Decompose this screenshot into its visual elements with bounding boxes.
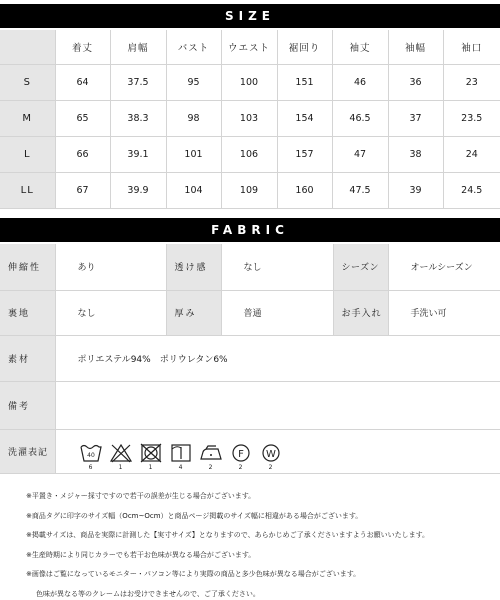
- size-cell: 104: [166, 172, 221, 208]
- size-label: M: [0, 100, 55, 136]
- care-symbol-num: 1: [148, 464, 153, 471]
- size-section-title: SIZE: [0, 4, 500, 28]
- fabric-row: [0, 381, 500, 429]
- size-label: LL: [0, 172, 55, 208]
- note-line: ※掲載サイズは、商品を実際に計測した【実寸サイズ】となりますので、あらかじめご了承くださいますようお願いいたします。: [26, 531, 430, 539]
- size-cell: 65: [55, 100, 110, 136]
- column-header: 着丈: [55, 30, 110, 64]
- fabric-section-title: FABRIC: [0, 218, 500, 242]
- care-symbol-num: 6: [88, 464, 93, 471]
- care-symbols-cell: [55, 429, 500, 473]
- care-value: 手洗い可: [388, 290, 500, 335]
- lining-value: なし: [55, 290, 166, 335]
- size-cell: 38: [388, 136, 443, 172]
- size-cell: 23: [443, 64, 500, 100]
- care-symbol-num: 2: [268, 464, 273, 471]
- season-label: シーズン: [333, 244, 388, 290]
- size-cell: 23.5: [443, 100, 500, 136]
- size-cell: 39.9: [110, 172, 166, 208]
- iron-low-icon: [198, 443, 224, 463]
- size-cell: 157: [277, 136, 332, 172]
- wet-clean-w-icon: [259, 443, 283, 463]
- no-bleach-icon: [109, 443, 133, 463]
- size-cell: 37: [388, 100, 443, 136]
- care-symbol-num: 4: [178, 464, 183, 471]
- care-symbol: [198, 443, 224, 471]
- material-label: 素材: [0, 335, 55, 381]
- size-cell: 100: [221, 64, 277, 100]
- size-table: [0, 30, 500, 209]
- stretch-label: 伸縮性: [0, 244, 55, 290]
- no-tumble-dry-icon: [139, 443, 163, 463]
- size-table-corner: [0, 30, 55, 64]
- size-cell: 98: [166, 100, 221, 136]
- size-cell: 47: [332, 136, 388, 172]
- note-line: ※平置き・メジャー採寸ですので若干の誤差が生じる場合がございます。: [26, 492, 256, 500]
- size-cell: 103: [221, 100, 277, 136]
- size-cell: 37.5: [110, 64, 166, 100]
- size-cell: 151: [277, 64, 332, 100]
- care-symbol: [78, 443, 104, 471]
- column-header: 肩幅: [110, 30, 166, 64]
- notes: [0, 487, 500, 600]
- size-cell: 67: [55, 172, 110, 208]
- size-cell: 39: [388, 172, 443, 208]
- care-symbol: [168, 443, 194, 471]
- care-symbol: [258, 443, 284, 471]
- wet-clean-text: W: [265, 449, 276, 460]
- lining-label: 裏地: [0, 290, 55, 335]
- remarks-label: 備考: [0, 381, 55, 429]
- sheer-value: なし: [221, 244, 333, 290]
- note-line: ※画像はご覧になっているモニター・パソコン等により実際の商品と多少色味が異なる場合がございます。: [26, 570, 361, 578]
- material-value: ポリエステル94% ポリウレタン6%: [55, 335, 500, 381]
- care-symbol-num: 1: [118, 464, 123, 471]
- size-cell: 106: [221, 136, 277, 172]
- column-header: バスト: [166, 30, 221, 64]
- size-cell: 109: [221, 172, 277, 208]
- care-symbols: [78, 431, 500, 471]
- size-cell: 64: [55, 64, 110, 100]
- size-cell: 101: [166, 136, 221, 172]
- size-cell: 46.5: [332, 100, 388, 136]
- column-header: 袖口: [443, 30, 500, 64]
- size-cell: 46: [332, 64, 388, 100]
- column-header: ウエスト: [221, 30, 277, 64]
- dry-clean-text: F: [237, 449, 244, 460]
- note-line: ※商品タグに印字のサイズ幅（Ocm~Ocm）と商品ページ掲載のサイズ幅に相違がある場合がございます。: [26, 511, 363, 520]
- note-line: 色味が異なる等のクレームはお受けできませんので、ご了承ください。: [36, 589, 260, 598]
- size-cell: 154: [277, 100, 332, 136]
- size-label: S: [0, 64, 55, 100]
- size-row: [0, 172, 500, 208]
- stretch-value: あり: [55, 244, 166, 290]
- size-cell: 47.5: [332, 172, 388, 208]
- size-row: [0, 64, 500, 100]
- size-cell: 95: [166, 64, 221, 100]
- thickness-label: 厚み: [166, 290, 221, 335]
- size-row: [0, 136, 500, 172]
- size-label: L: [0, 136, 55, 172]
- sheer-label: 透け感: [166, 244, 221, 290]
- size-cell: 39.1: [110, 136, 166, 172]
- size-cell: 36: [388, 64, 443, 100]
- fabric-row: [0, 429, 500, 473]
- column-header: 裾回り: [277, 30, 332, 64]
- care-symbol: [138, 443, 164, 471]
- care-symbol: [108, 443, 134, 471]
- care-symbol-num: 2: [208, 464, 213, 471]
- size-cell: 160: [277, 172, 332, 208]
- care-symbols-label: 洗濯表記: [0, 429, 55, 473]
- dry-clean-f-icon: [229, 443, 253, 463]
- care-symbol: [228, 443, 254, 471]
- thickness-value: 普通: [221, 290, 333, 335]
- care-symbol-num: 2: [238, 464, 243, 471]
- column-header: 袖幅: [388, 30, 443, 64]
- fabric-row: [0, 290, 500, 335]
- size-cell: 66: [55, 136, 110, 172]
- size-cell: 24.5: [443, 172, 500, 208]
- fabric-row: [0, 335, 500, 381]
- line-dry-icon: [169, 443, 193, 463]
- size-row: [0, 100, 500, 136]
- season-value: オールシーズン: [388, 244, 500, 290]
- fabric-row: [0, 244, 500, 290]
- wash-tub-40-icon: [79, 443, 103, 463]
- size-header-row: [0, 30, 500, 64]
- wash-temp-text: 40: [86, 452, 95, 459]
- remarks-value: [55, 381, 500, 429]
- size-cell: 38.3: [110, 100, 166, 136]
- column-header: 袖丈: [332, 30, 388, 64]
- fabric-table: [0, 244, 500, 474]
- care-label: お手入れ: [333, 290, 388, 335]
- note-line: ※生産時期により同じカラーでも若干お色味が異なる場合がございます。: [26, 550, 256, 559]
- size-cell: 24: [443, 136, 500, 172]
